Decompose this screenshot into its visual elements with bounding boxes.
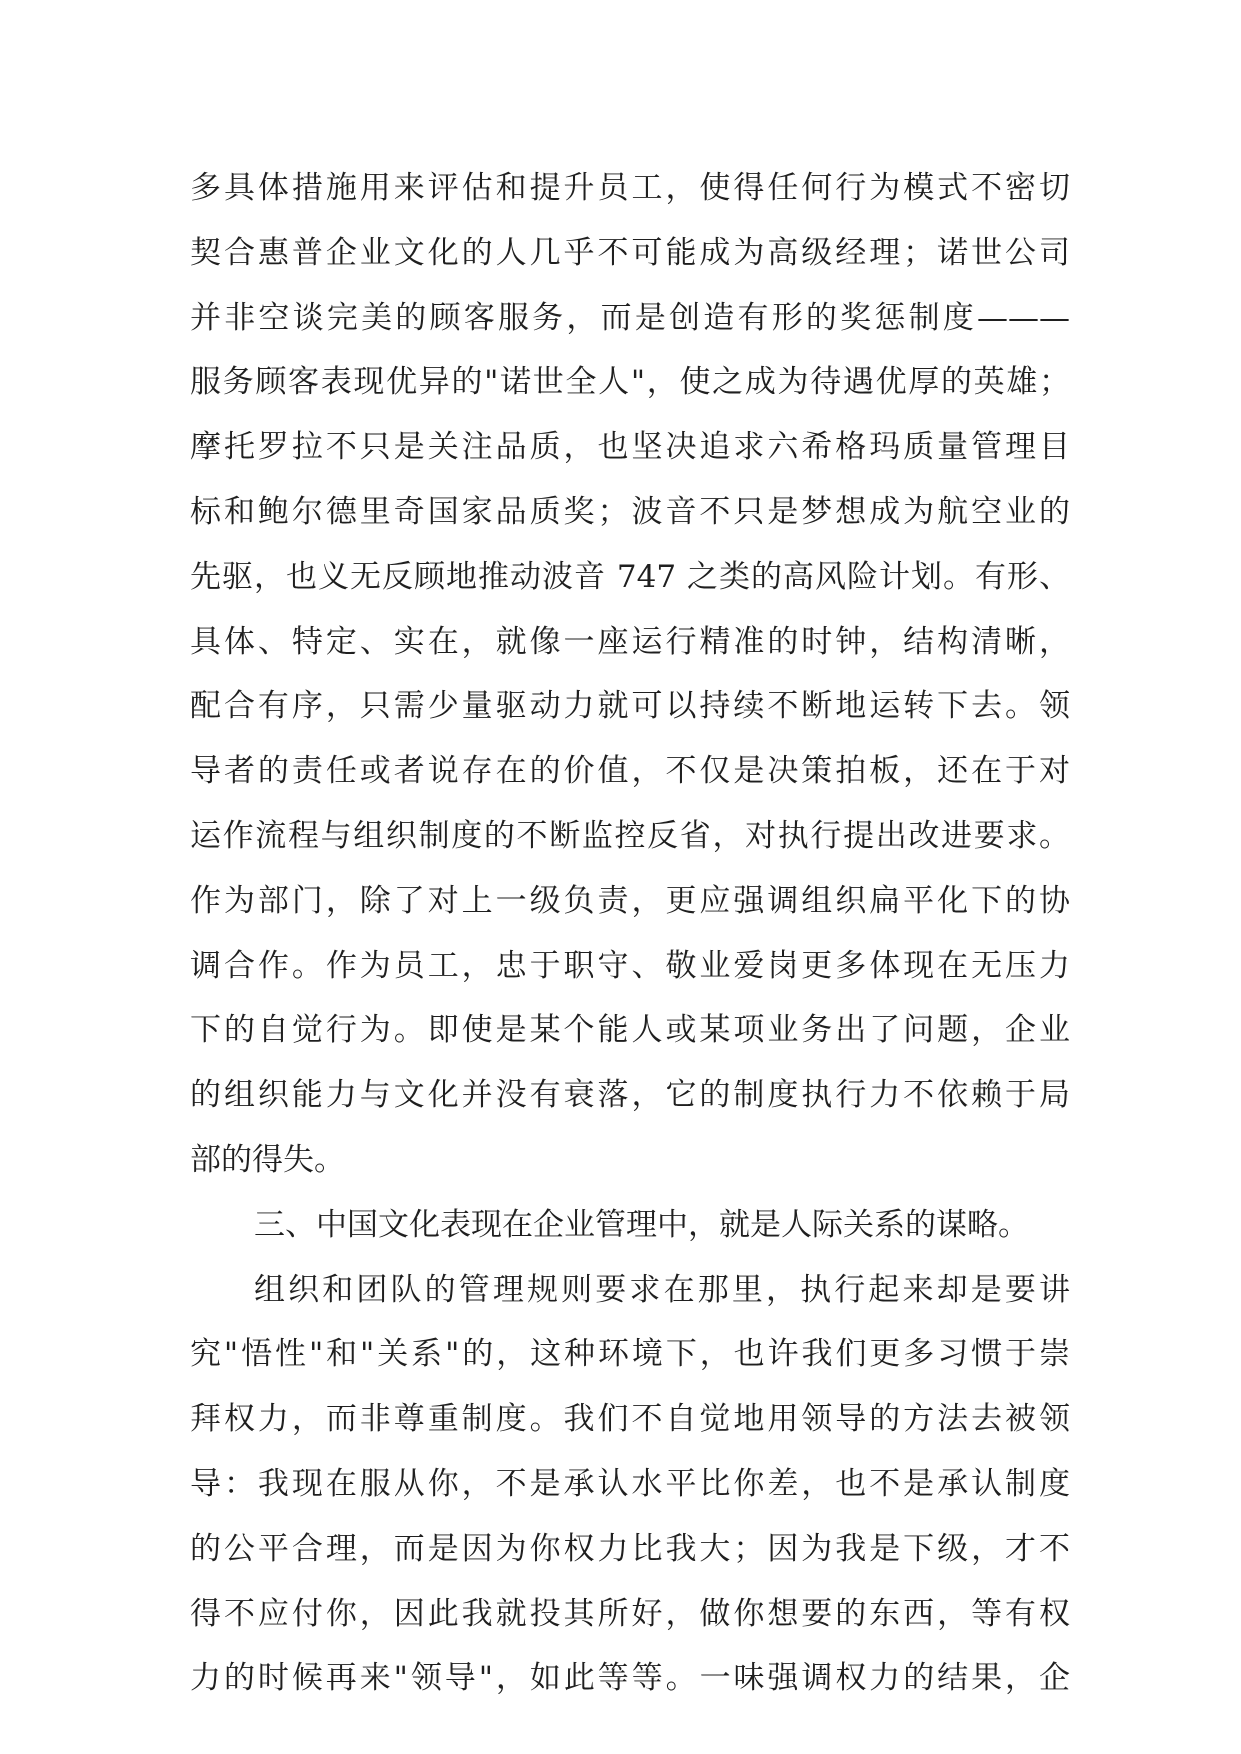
text-line: 部的得失。 <box>190 1141 345 1178</box>
text-line: 调合作。作为员工，忠于职守、敬业爱岗更多体现在无压力 <box>190 947 1070 984</box>
text-line: 导者的责任或者说存在的价值，不仅是决策拍板，还在于对 <box>190 753 1070 790</box>
text-line: 拜权力，而非尊重制度。我们不自觉地用领导的方法去被领 <box>190 1401 1070 1438</box>
text-line: 摩托罗拉不只是关注品质，也坚决追求六希格玛质量管理目 <box>190 429 1070 466</box>
text-line: 标和鲍尔德里奇国家品质奖；波音不只是梦想成为航空业的 <box>190 493 1070 530</box>
text-line: 的组织能力与文化并没有衰落，它的制度执行力不依赖于局 <box>190 1077 1070 1114</box>
text-line: 运作流程与组织制度的不断监控反省，对执行提出改进要求。 <box>190 817 1070 854</box>
text-line: 服务顾客表现优异的"诺世全人"，使之成为待遇优厚的英雄； <box>190 364 1070 401</box>
text-line: 具体、特定、实在，就像一座运行精准的时钟，结构清晰， <box>190 623 1070 660</box>
text-line: 组织和团队的管理规则要求在那里，执行起来却是要讲 <box>254 1271 1070 1308</box>
text-line: 配合有序，只需少量驱动力就可以持续不断地运转下去。领 <box>190 688 1070 725</box>
text-line: 究"悟性"和"关系"的，这种环境下，也许我们更多习惯于崇 <box>190 1336 1070 1373</box>
text-line: 并非空谈完美的顾客服务，而是创造有形的奖惩制度——— <box>190 299 1070 336</box>
text-line: 得不应付你，因此我就投其所好，做你想要的东西，等有权 <box>190 1595 1070 1632</box>
text-line: 力的时候再来"领导"，如此等等。一味强调权力的结果，企 <box>190 1660 1070 1697</box>
body-text <box>190 156 1070 1711</box>
text-line: 作为部门，除了对上一级负责，更应强调组织扁平化下的协 <box>190 882 1070 919</box>
text-line: 的公平合理，而是因为你权力比我大；因为我是下级，才不 <box>190 1530 1070 1567</box>
text-line: 先驱，也义无反顾地推动波音 747 之类的高风险计划。有形、 <box>190 558 1070 595</box>
section-heading: 三、中国文化表现在企业管理中，就是人际关系的谋略。 <box>254 1206 1029 1243</box>
text-line: 契合惠普企业文化的人几乎不可能成为高级经理；诺世公司 <box>190 234 1070 271</box>
text-line: 下的自觉行为。即使是某个能人或某项业务出了问题，企业 <box>190 1012 1070 1049</box>
text-line: 多具体措施用来评估和提升员工，使得任何行为模式不密切 <box>190 170 1070 206</box>
text-line: 导：我现在服从你，不是承认水平比你差，也不是承认制度 <box>190 1465 1070 1502</box>
